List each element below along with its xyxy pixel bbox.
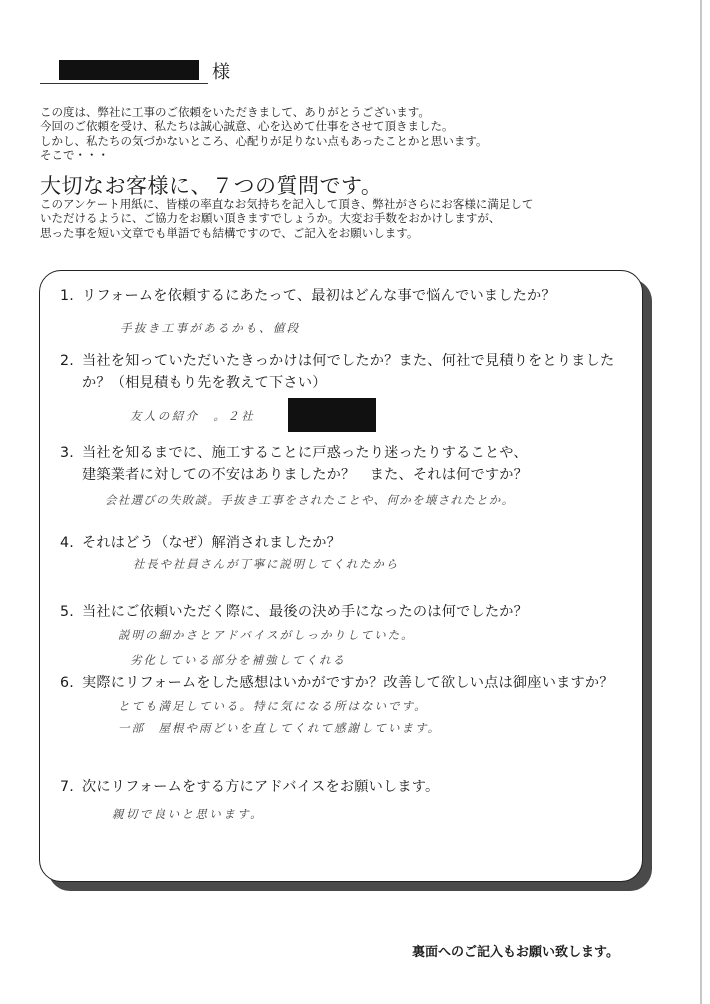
footer-note: 裏面へのご記入もお願い致します。 <box>412 945 619 960</box>
question-number: 6. <box>60 675 74 691</box>
question-6 <box>60 672 614 692</box>
intro-line: しかし、私たちの気づかないところ、心配りが足りない点もあったことかと思います。 <box>40 133 488 148</box>
question-text: 実際にリフォームをした感想はいかがですか？改善して欲しい点は御座いますか？ <box>82 675 614 691</box>
question-number: 3. <box>60 445 74 461</box>
question-4 <box>60 532 341 552</box>
addressee-line <box>40 56 230 84</box>
answer-3: 会社選びの失敗談。手抜き工事をされたことや、何かを壊されたとか。 <box>105 493 515 507</box>
question-3-line-2: 建築業者に対しての不安はありましたか？ また、それは何ですか？ <box>82 467 529 483</box>
request-paragraph <box>40 197 600 240</box>
honorific: 様 <box>212 62 230 83</box>
headline: 大切なお客様に、７つの質問です。 <box>40 174 383 198</box>
redacted-name <box>59 60 199 80</box>
request-line: 思った事を短い文章でも単語でも結構ですので、ご記入をお願いします。 <box>40 225 419 240</box>
answer-2: 友人の紹介 。２社 <box>130 409 256 423</box>
answer-6-line-2: 一部 屋根や雨どいを直してくれて感謝しています。 <box>118 721 442 735</box>
intro-paragraph <box>40 105 600 162</box>
addressee-underline <box>40 83 208 84</box>
scan-edge <box>700 0 702 1004</box>
intro-line: 今回のご依頼を受け、私たちは誠心誠意、心を込めて仕事をさせて頂きました。 <box>40 119 454 134</box>
question-number: 7. <box>60 779 74 795</box>
answer-5-line-2: 劣化している部分を補強してくれる <box>130 653 346 667</box>
question-number: 2. <box>60 353 74 369</box>
request-line: このアンケート用紙に、皆様の率直なお気持ちを記入して頂き、弊社がさらにお客様に満足して <box>40 197 534 211</box>
question-number: 5. <box>60 604 74 620</box>
answer-6-line-1: とても満足している。特に気になる所はないです。 <box>118 699 428 713</box>
intro-line: この度は、弊社に工事のご依頼をいただきまして、ありがとうございます。 <box>40 105 430 119</box>
question-7 <box>60 776 439 796</box>
answer-4: 社長や社員さんが丁寧に説明してくれたから <box>133 557 399 571</box>
question-text: 当社にご依頼いただく際に、最後の決め手になったのは何でしたか？ <box>82 604 529 620</box>
redacted-company <box>288 398 376 432</box>
question-1 <box>60 285 556 305</box>
question-text: 当社を知っていただいたきっかけは何でしたか？また、何社で見積りをとりました <box>82 353 615 369</box>
intro-line: そこで・・・ <box>40 147 109 162</box>
question-number: 1. <box>60 288 74 304</box>
question-2 <box>60 350 614 370</box>
answer-1: 手抜き工事があるかも、値段 <box>120 321 301 335</box>
question-3 <box>60 442 528 462</box>
question-text: それはどう（なぜ）解消されましたか？ <box>82 535 341 551</box>
question-text: 次にリフォームをする方にアドバイスをお願いします。 <box>82 779 440 795</box>
question-text: リフォームを依頼するにあたって、最初はどんな事で悩んでいましたか？ <box>82 288 556 304</box>
answer-7: 親切で良いと思います。 <box>112 807 264 821</box>
question-number: 4. <box>60 535 74 551</box>
answer-5-line-1: 説明の細かさとアドバイスがしっかりしていた。 <box>118 628 415 642</box>
request-line: いただけるように、ご協力をお願い頂きますでしょうか。大変お手数をおかけしますが、 <box>40 211 501 226</box>
question-text: 当社を知るまでに、施工することに戸惑ったり迷ったりすることや、 <box>82 445 528 461</box>
question-2-line-2: か？（相見積もり先を教えて下さい） <box>82 375 327 391</box>
question-5 <box>60 601 528 621</box>
